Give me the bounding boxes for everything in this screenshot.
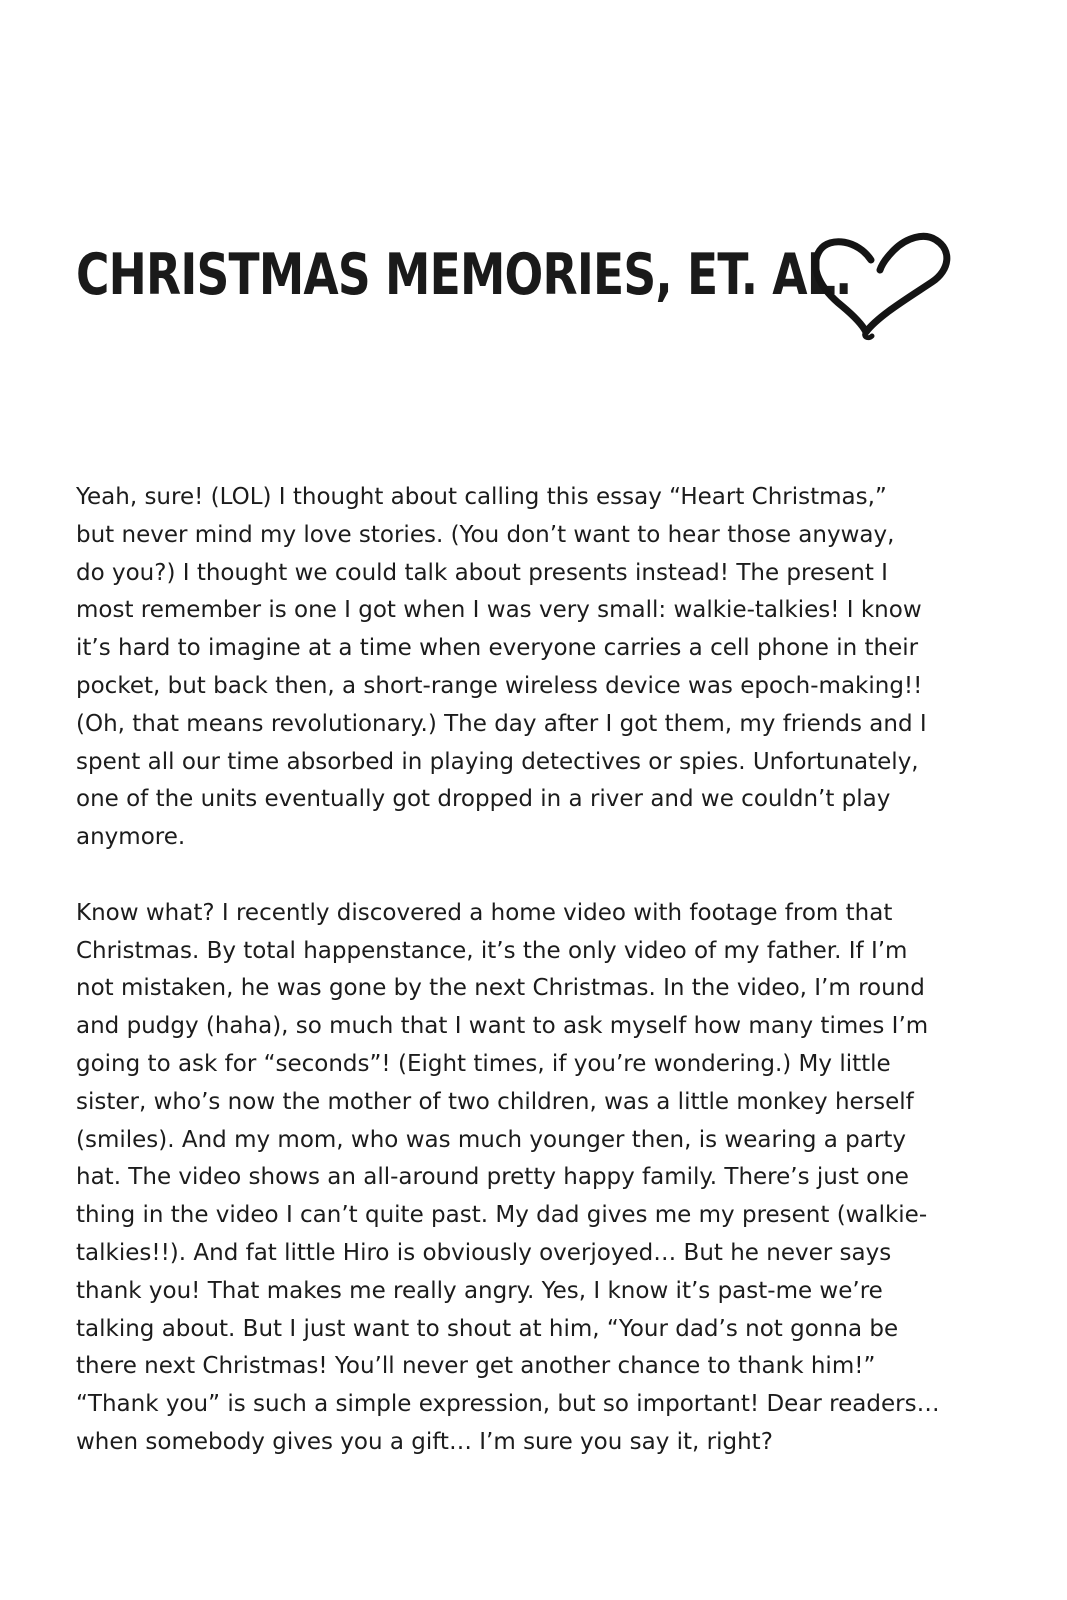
text-line: not mistaken, he was gone by the next Christmas. In the video, I’m round bbox=[76, 975, 925, 1002]
text-line: pocket, but back then, a short-range wireless device was epoch-making!! bbox=[76, 672, 923, 699]
text-line: (Oh, that means revolutionary.) The day after I got them, my friends and I bbox=[76, 710, 927, 737]
text-line: hat. The video shows an all-around pretty happy family. There’s just one bbox=[76, 1164, 909, 1191]
text-line: Yeah, sure! (LOL) I thought about calling this essay “Heart Christmas,” bbox=[76, 484, 887, 510]
essay-paragraph bbox=[76, 895, 966, 1462]
text-line: one of the units eventually got dropped in a river and we couldn’t play bbox=[76, 786, 891, 813]
title-row bbox=[76, 232, 976, 352]
text-line: spent all our time absorbed in playing detectives or spies. Unfortunately, bbox=[76, 748, 919, 775]
text-line: (smiles). And my mom, who was much younger then, is wearing a party bbox=[76, 1126, 906, 1153]
text-line: Know what? I recently discovered a home video with footage from that bbox=[76, 899, 893, 926]
text-line: do you?) I thought we could talk about presents instead! The present I bbox=[76, 559, 888, 586]
text-line: most remember is one I got when I was very small: walkie-talkies! I know bbox=[76, 597, 922, 624]
text-line: going to ask for “seconds”! (Eight times, if you’re wondering.) My little bbox=[76, 1050, 891, 1077]
page-title: CHRISTMAS MEMORIES, ET. AL. bbox=[76, 242, 852, 308]
text-line: thing in the video I can’t quite past. My dad gives me my present (walkie- bbox=[76, 1202, 928, 1229]
essay-body bbox=[76, 479, 966, 1500]
text-line: talking about. But I just want to shout at him, “Your dad’s not gonna be bbox=[76, 1315, 899, 1342]
text-line: talkies!!). And fat little Hiro is obviously overjoyed… But he never says bbox=[76, 1239, 892, 1266]
text-line: anymore. bbox=[76, 824, 186, 851]
text-line: it’s hard to imagine at a time when everyone carries a cell phone in their bbox=[76, 635, 919, 662]
text-line: sister, who’s now the mother of two children, was a little monkey herself bbox=[76, 1088, 914, 1115]
essay-paragraph bbox=[76, 479, 966, 857]
heart-icon bbox=[808, 232, 953, 342]
text-line: thank you! That makes me really angry. Yes, I know it’s past-me we’re bbox=[76, 1277, 883, 1304]
text-line: there next Christmas! You’ll never get another chance to thank him!” bbox=[76, 1353, 876, 1380]
text-line: and pudgy (haha), so much that I want to ask myself how many times I’m bbox=[76, 1013, 929, 1040]
text-line: but never mind my love stories. (You don’t want to hear those anyway, bbox=[76, 521, 895, 548]
text-line: Christmas. By total happenstance, it’s the only video of my father. If I’m bbox=[76, 937, 908, 964]
text-line: “Thank you” is such a simple expression, but so important! Dear readers… bbox=[76, 1391, 940, 1418]
text-line: when somebody gives you a gift… I’m sure you say it, right? bbox=[76, 1428, 773, 1455]
